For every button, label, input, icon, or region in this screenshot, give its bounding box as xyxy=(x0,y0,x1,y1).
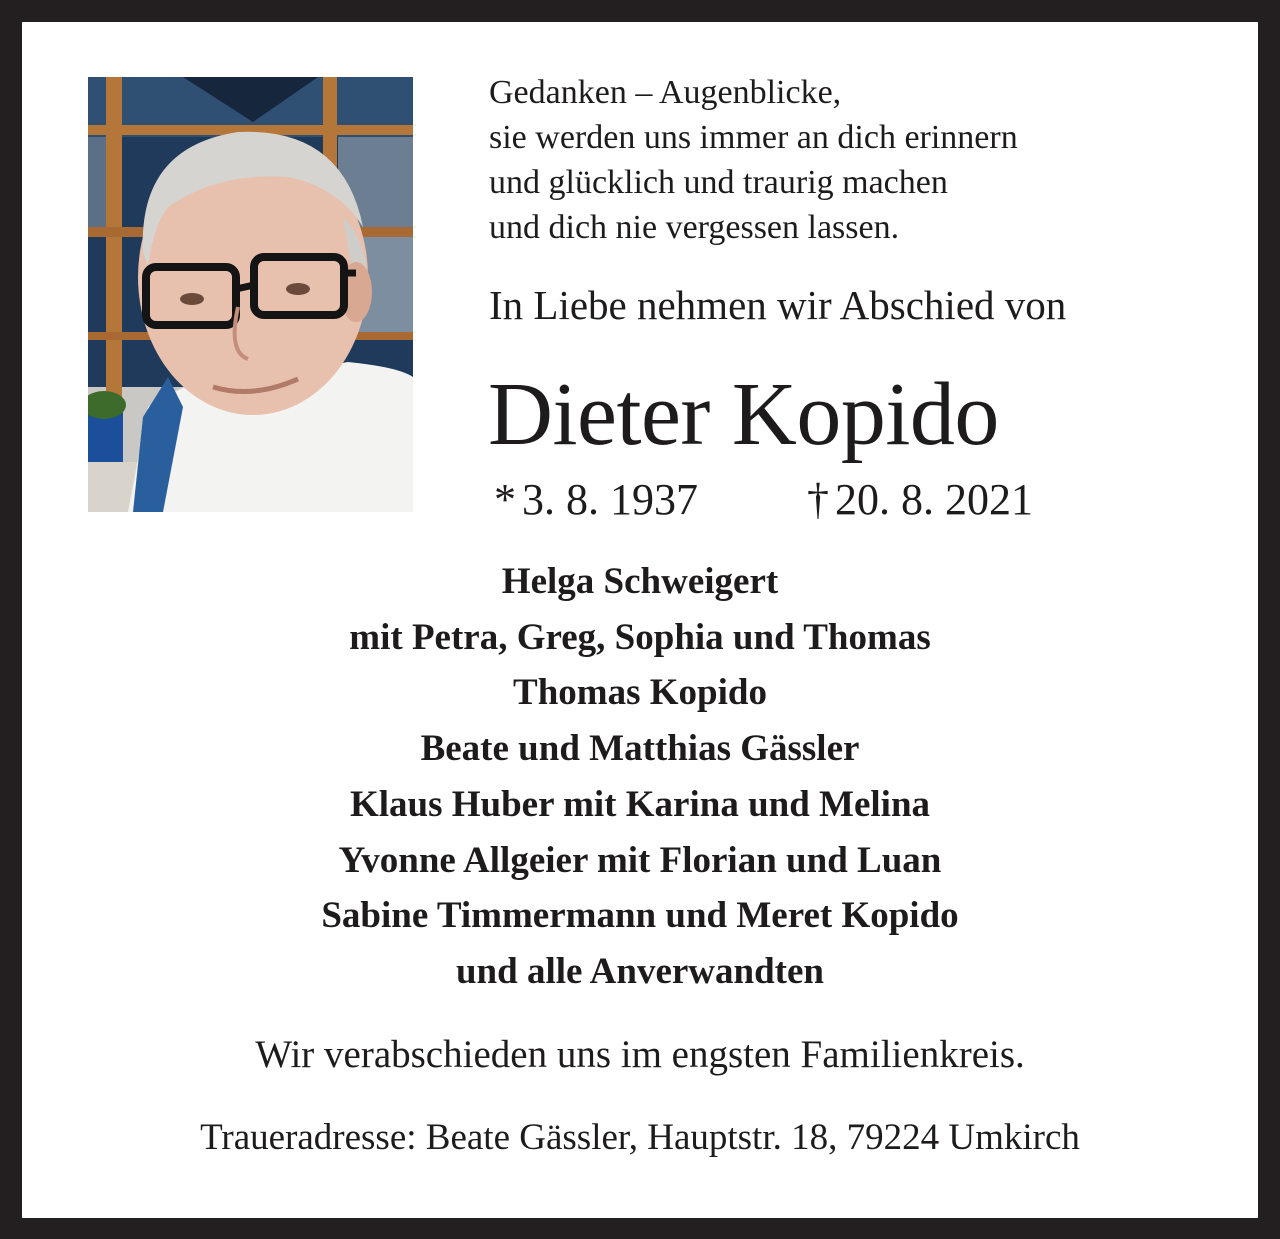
mourner-line: Yvonne Allgeier mit Florian und Luan xyxy=(338,839,942,881)
mourner-line: mit Petra, Greg, Sophia und Thomas xyxy=(349,616,931,658)
portrait-photo xyxy=(88,77,413,512)
mourner-line: Thomas Kopido xyxy=(513,672,767,714)
poem-line: Gedanken – Augenblicke, xyxy=(489,74,842,111)
mourner-line: Sabine Timmermann und Meret Kopido xyxy=(321,895,959,937)
birth-symbol: * xyxy=(494,475,516,524)
birth-date-value: 3. 8. 1937 xyxy=(522,475,698,524)
death-date xyxy=(807,474,1033,526)
deceased-name: Dieter Kopido xyxy=(488,365,999,464)
poem-line: und glücklich und traurig machen xyxy=(489,164,948,201)
mourning-address: Traueradresse: Beate Gässler, Hauptstr. 18, 79224 Umkirch xyxy=(200,1117,1080,1158)
mourner-line: Helga Schweigert xyxy=(501,561,779,602)
mourner-line: Klaus Huber mit Karina und Melina xyxy=(349,783,931,825)
mourner-line: Beate und Matthias Gässler xyxy=(420,728,860,770)
birth-date xyxy=(494,474,698,526)
death-symbol: † xyxy=(807,475,829,524)
funeral-note: Wir verabschieden uns im engsten Familienkreis. xyxy=(255,1033,1025,1076)
farewell-intro: In Liebe nehmen wir Abschied von xyxy=(489,282,1067,328)
mourners-list xyxy=(22,554,1258,1000)
obituary-card xyxy=(22,22,1258,1218)
poem-line: und dich nie vergessen lassen. xyxy=(489,209,900,246)
mourner-line: und alle Anverwandten xyxy=(455,950,824,992)
memorial-poem xyxy=(489,70,1229,250)
death-date-value: 20. 8. 2021 xyxy=(835,475,1033,524)
poem-line: sie werden uns immer an dich erinnern xyxy=(489,119,1018,156)
